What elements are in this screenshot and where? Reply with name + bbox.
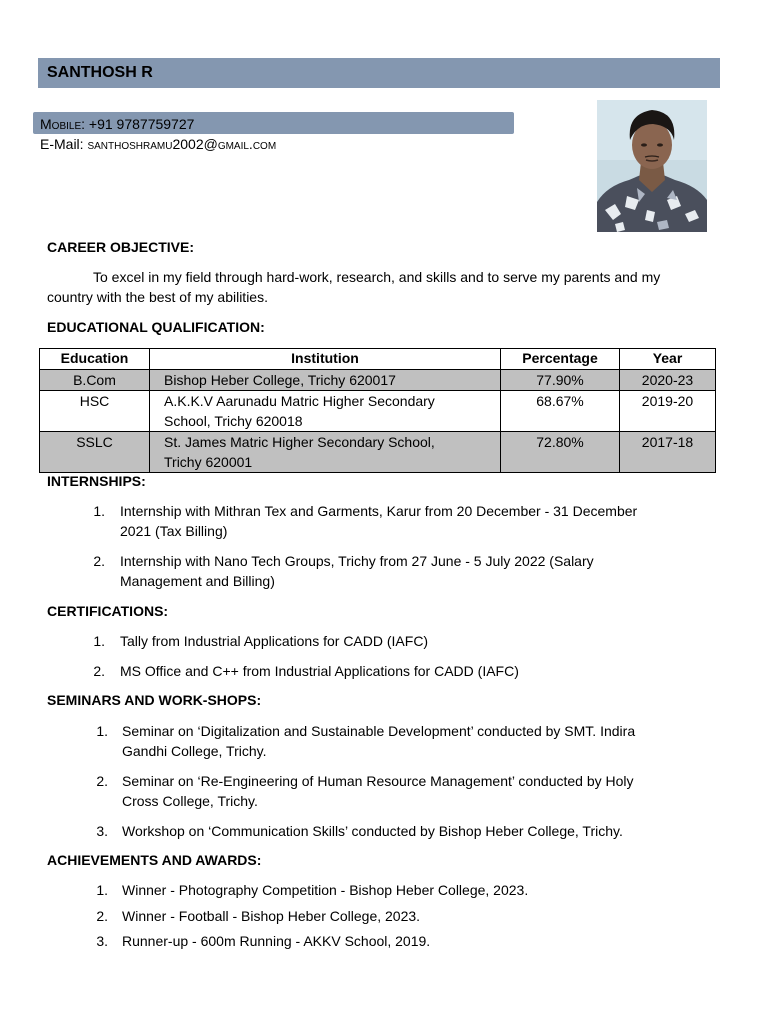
institution-line-2: Trichy 620001 (164, 454, 253, 470)
percentage-cell: 77.90% (501, 370, 620, 391)
column-header: Education (40, 349, 150, 370)
institution-line-2: School, Trichy 620018 (164, 413, 303, 429)
list-line-1: Tally from Industrial Applications for CADD (IAFC) (120, 633, 429, 649)
career-objective-line-1: To excel in my field through hard-work, research, and skills and to serve my parents and my (93, 269, 661, 285)
institution-cell (150, 432, 501, 473)
list-text (120, 551, 720, 591)
percentage-cell: 72.80% (501, 432, 620, 473)
list-line-1: Internship with Nano Tech Groups, Trichy from 27 June - 5 July 2022 (Salary (120, 553, 594, 569)
education-cell: HSC (40, 391, 150, 432)
email-line (40, 136, 276, 152)
list-number: 1. (96, 882, 108, 898)
list-line-1: Seminar on ‘Re-Engineering of Human Resource Management’ conducted by Holy (122, 773, 634, 789)
year-cell: 2019-20 (620, 391, 716, 432)
mobile-value: +91 9787759727 (88, 116, 195, 132)
list-line-1: Winner - Football - Bishop Heber College, 2023. (122, 908, 421, 924)
list-number: 3. (96, 933, 108, 949)
list-text (122, 721, 722, 761)
list-line-1: Winner - Photography Competition - Bishop Heber College, 2023. (122, 882, 529, 898)
seminars-heading: SEMINARS AND WORK-SHOPS: (47, 692, 262, 708)
institution-cell (150, 370, 501, 391)
career-objective-text (47, 267, 723, 307)
education-table (39, 348, 716, 473)
education-table-header (40, 349, 716, 370)
email-value: santhoshramu2002@gmail.com (87, 136, 277, 152)
education-heading: EDUCATIONAL QUALIFICATION: (47, 319, 265, 335)
career-objective-heading: CAREER OBJECTIVE: (47, 239, 195, 255)
list-line-2: Cross College, Trichy. (122, 793, 258, 809)
list-line-2: Management and Billing) (120, 573, 275, 589)
list-line-1: Internship with Mithran Tex and Garments, Karur from 20 December - 31 December (120, 503, 638, 519)
list-line-1: Workshop on ‘Communication Skills’ conducted by Bishop Heber College, Trichy. (122, 823, 623, 839)
column-header: Institution (150, 349, 501, 370)
year-cell: 2020-23 (620, 370, 716, 391)
list-line-1: Seminar on ‘Digitalization and Sustainable Development’ conducted by SMT. Indira (122, 723, 636, 739)
education-cell: B.Com (40, 370, 150, 391)
list-number: 2. (93, 553, 105, 569)
profile-photo (597, 100, 707, 232)
institution-line-1: St. James Matric Higher Secondary School, (164, 434, 435, 450)
list-text (122, 771, 722, 811)
list-line-1: Runner-up - 600m Running - AKKV School, 2019. (122, 933, 431, 949)
internships-heading: INTERNSHIPS: (47, 473, 146, 489)
education-cell: SSLC (40, 432, 150, 473)
email-label: E-Mail: (40, 136, 84, 152)
list-line-2: Gandhi College, Trichy. (122, 743, 267, 759)
institution-cell (150, 391, 501, 432)
candidate-name: SANTHOSH R (47, 64, 153, 81)
column-header: Percentage (501, 349, 620, 370)
achievements-heading: ACHIEVEMENTS AND AWARDS: (47, 852, 262, 868)
list-number: 1. (93, 503, 105, 519)
table-row (40, 432, 716, 473)
institution-line-1: A.K.K.V Aarunadu Matric Higher Secondary (164, 393, 435, 409)
percentage-cell: 68.67% (501, 391, 620, 432)
list-number: 1. (96, 723, 108, 739)
mobile-label: Mobile: (40, 116, 86, 132)
institution-line-1: Bishop Heber College, Trichy 620017 (164, 372, 396, 388)
list-number: 2. (96, 773, 108, 789)
list-number: 2. (93, 663, 105, 679)
list-number: 2. (96, 908, 108, 924)
career-objective-line-2: country with the best of my abilities. (47, 289, 268, 305)
year-cell: 2017-18 (620, 432, 716, 473)
list-number: 3. (96, 823, 108, 839)
list-number: 1. (93, 633, 105, 649)
certifications-heading: CERTIFICATIONS: (47, 603, 169, 619)
name-banner (38, 58, 720, 88)
list-text (120, 501, 720, 541)
column-header: Year (620, 349, 716, 370)
list-line-1: MS Office and C++ from Industrial Applications for CADD (IAFC) (120, 663, 519, 679)
mobile-bar (33, 112, 514, 134)
list-line-2: 2021 (Tax Billing) (120, 523, 228, 539)
profile-photo-image (597, 100, 707, 232)
table-row (40, 391, 716, 432)
table-row (40, 370, 716, 391)
